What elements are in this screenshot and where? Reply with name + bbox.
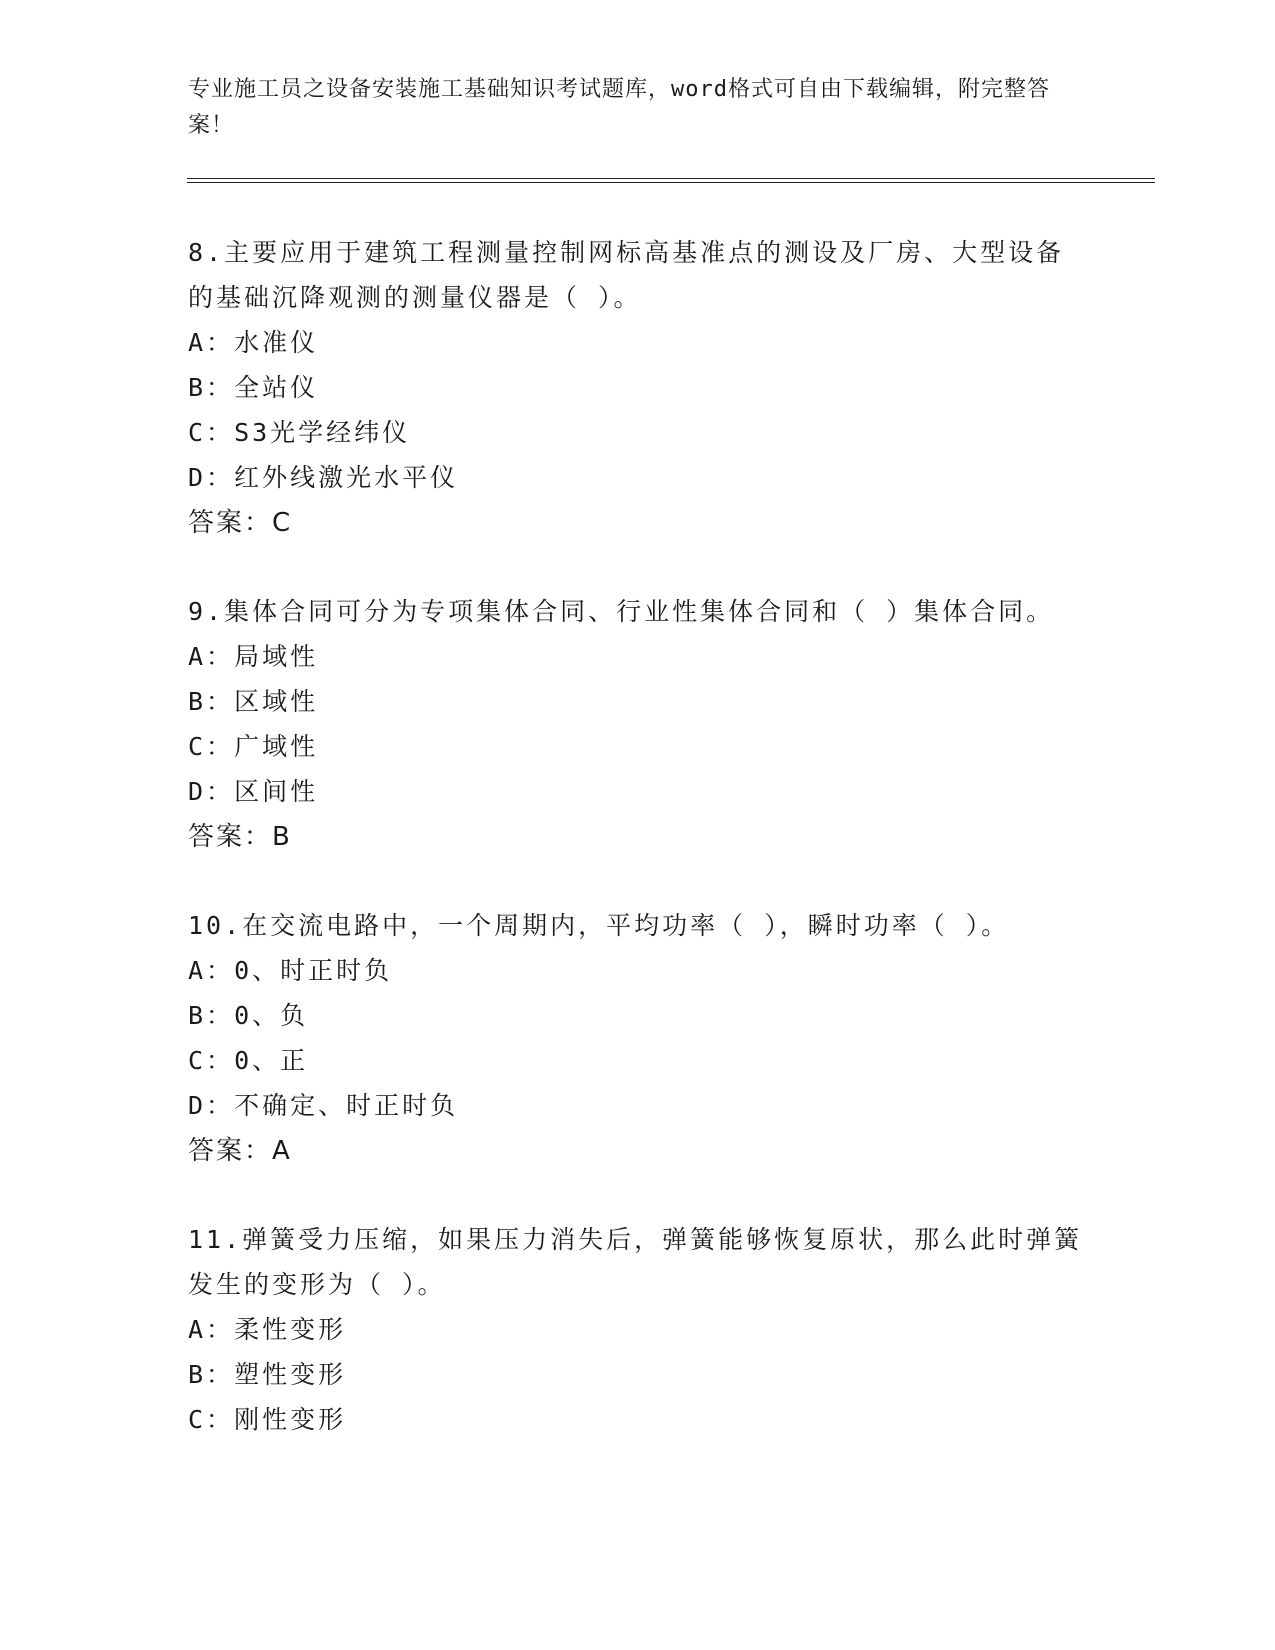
option-key: A： [188,1315,235,1344]
question-stem: 9.集体合同可分为专项集体合同、行业性集体合同和（ ）集体合同。 [188,597,1055,626]
option-b [188,679,1088,724]
option-key: B： [188,687,235,716]
option-text: 0、负 [234,1001,309,1030]
option-a [188,320,1088,365]
option-key: C： [188,732,235,761]
option-key: D： [188,777,235,806]
option-text: S3光学经纬仪 [234,418,411,447]
option-a [188,1307,1088,1352]
option-text: 水准仪 [234,328,319,357]
answer-line: 答案：B [188,822,292,852]
option-key: D： [188,1091,235,1120]
option-text: 广域性 [234,732,319,761]
option-d [188,455,1088,500]
option-c [188,410,1088,455]
option-c [188,724,1088,769]
question-10 [188,903,1088,1174]
option-key: B： [188,1360,235,1389]
option-key: A： [188,642,235,671]
option-text: 塑性变形 [234,1360,347,1389]
answer-line: 答案：A [188,1136,292,1166]
option-c [188,1038,1088,1083]
option-text: 全站仪 [234,373,319,402]
header-divider [187,178,1155,183]
option-key: C： [188,1046,235,1075]
option-key: B： [188,1001,235,1030]
option-a [188,948,1088,993]
question-8 [188,230,1088,546]
option-d [188,769,1088,814]
option-text: 区间性 [234,777,319,806]
option-text: 局域性 [234,642,319,671]
option-key: B： [188,373,235,402]
answer-line: 答案：C [188,508,293,538]
question-stem: 11.弹簧受力压缩，如果压力消失后，弹簧能够恢复原状，那么此时弹簧发生的变形为（ ）。 [188,1225,1083,1299]
question-11 [188,1217,1088,1442]
document-header: 专业施工员之设备安装施工基础知识考试题库，word格式可自由下载编辑，附完整答案！ [188,77,1050,138]
option-key: A： [188,328,235,357]
option-text: 不确定、时正时负 [234,1091,459,1120]
option-b [188,1352,1088,1397]
option-key: A： [188,956,235,985]
option-c [188,1397,1088,1442]
option-d [188,1083,1088,1128]
option-b [188,993,1088,1038]
option-a [188,634,1088,679]
option-key: C： [188,418,235,447]
option-text: 刚性变形 [234,1405,347,1434]
question-stem: 8.主要应用于建筑工程测量控制网标高基准点的测设及厂房、大型设备的基础沉降观测的测量仪器是（ ）。 [188,238,1065,312]
option-text: 0、正 [234,1046,309,1075]
option-text: 区域性 [234,687,319,716]
option-key: D： [188,463,235,492]
question-list [188,230,1088,1485]
question-stem: 10.在交流电路中，一个周期内，平均功率（ ），瞬时功率（ ）。 [188,911,1010,940]
option-text: 红外线激光水平仪 [234,463,459,492]
option-key: C： [188,1405,235,1434]
option-text: 柔性变形 [234,1315,347,1344]
question-9 [188,589,1088,860]
option-text: 0、时正时负 [234,956,393,985]
option-b [188,365,1088,410]
